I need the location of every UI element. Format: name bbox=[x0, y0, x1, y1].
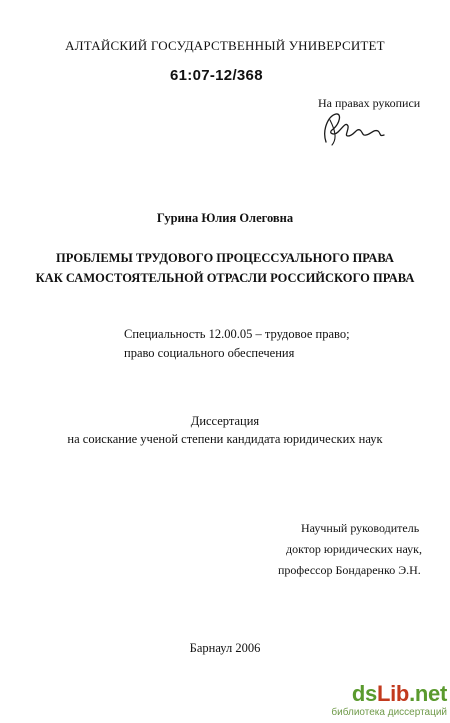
university-name: АЛТАЙСКИЙ ГОСУДАРСТВЕННЫЙ УНИВЕРСИТЕТ bbox=[65, 38, 385, 53]
city-year: Барнаул 2006 bbox=[189, 641, 261, 655]
author-name: Гурина Юлия Олеговна bbox=[156, 211, 294, 225]
handwritten-signature-icon bbox=[318, 110, 388, 148]
specialty-line-1: Специальность 12.00.05 – трудовое право; bbox=[124, 327, 350, 341]
supervisor-label: Научный руководитель bbox=[301, 521, 420, 535]
thesis-title-line-2: КАК САМОСТОЯТЕЛЬНОЙ ОТРАСЛИ РОССИЙСКОГО ПРАВА bbox=[35, 271, 415, 285]
manuscript-note: На правах рукописи bbox=[318, 96, 421, 110]
thesis-title-line-1: ПРОБЛЕМЫ ТРУДОВОГО ПРОЦЕССУАЛЬНОГО ПРАВА bbox=[56, 251, 394, 265]
dslib-subtitle: библиотека диссертаций bbox=[331, 707, 447, 718]
degree-statement: на соискание ученой степени кандидата юридических наук bbox=[67, 432, 383, 446]
dslib-watermark bbox=[322, 681, 447, 721]
dissertation-label: Диссертация bbox=[190, 414, 260, 428]
dslib-logo: dsLib.net bbox=[351, 681, 447, 706]
supervisor-degree: доктор юридических наук, bbox=[286, 542, 422, 556]
supervisor-name: профессор Бондаренко Э.Н. bbox=[278, 563, 421, 577]
specialty-line-2: право социального обеспечения bbox=[124, 346, 295, 360]
catalog-code: 61:07-12/368 bbox=[170, 67, 263, 84]
